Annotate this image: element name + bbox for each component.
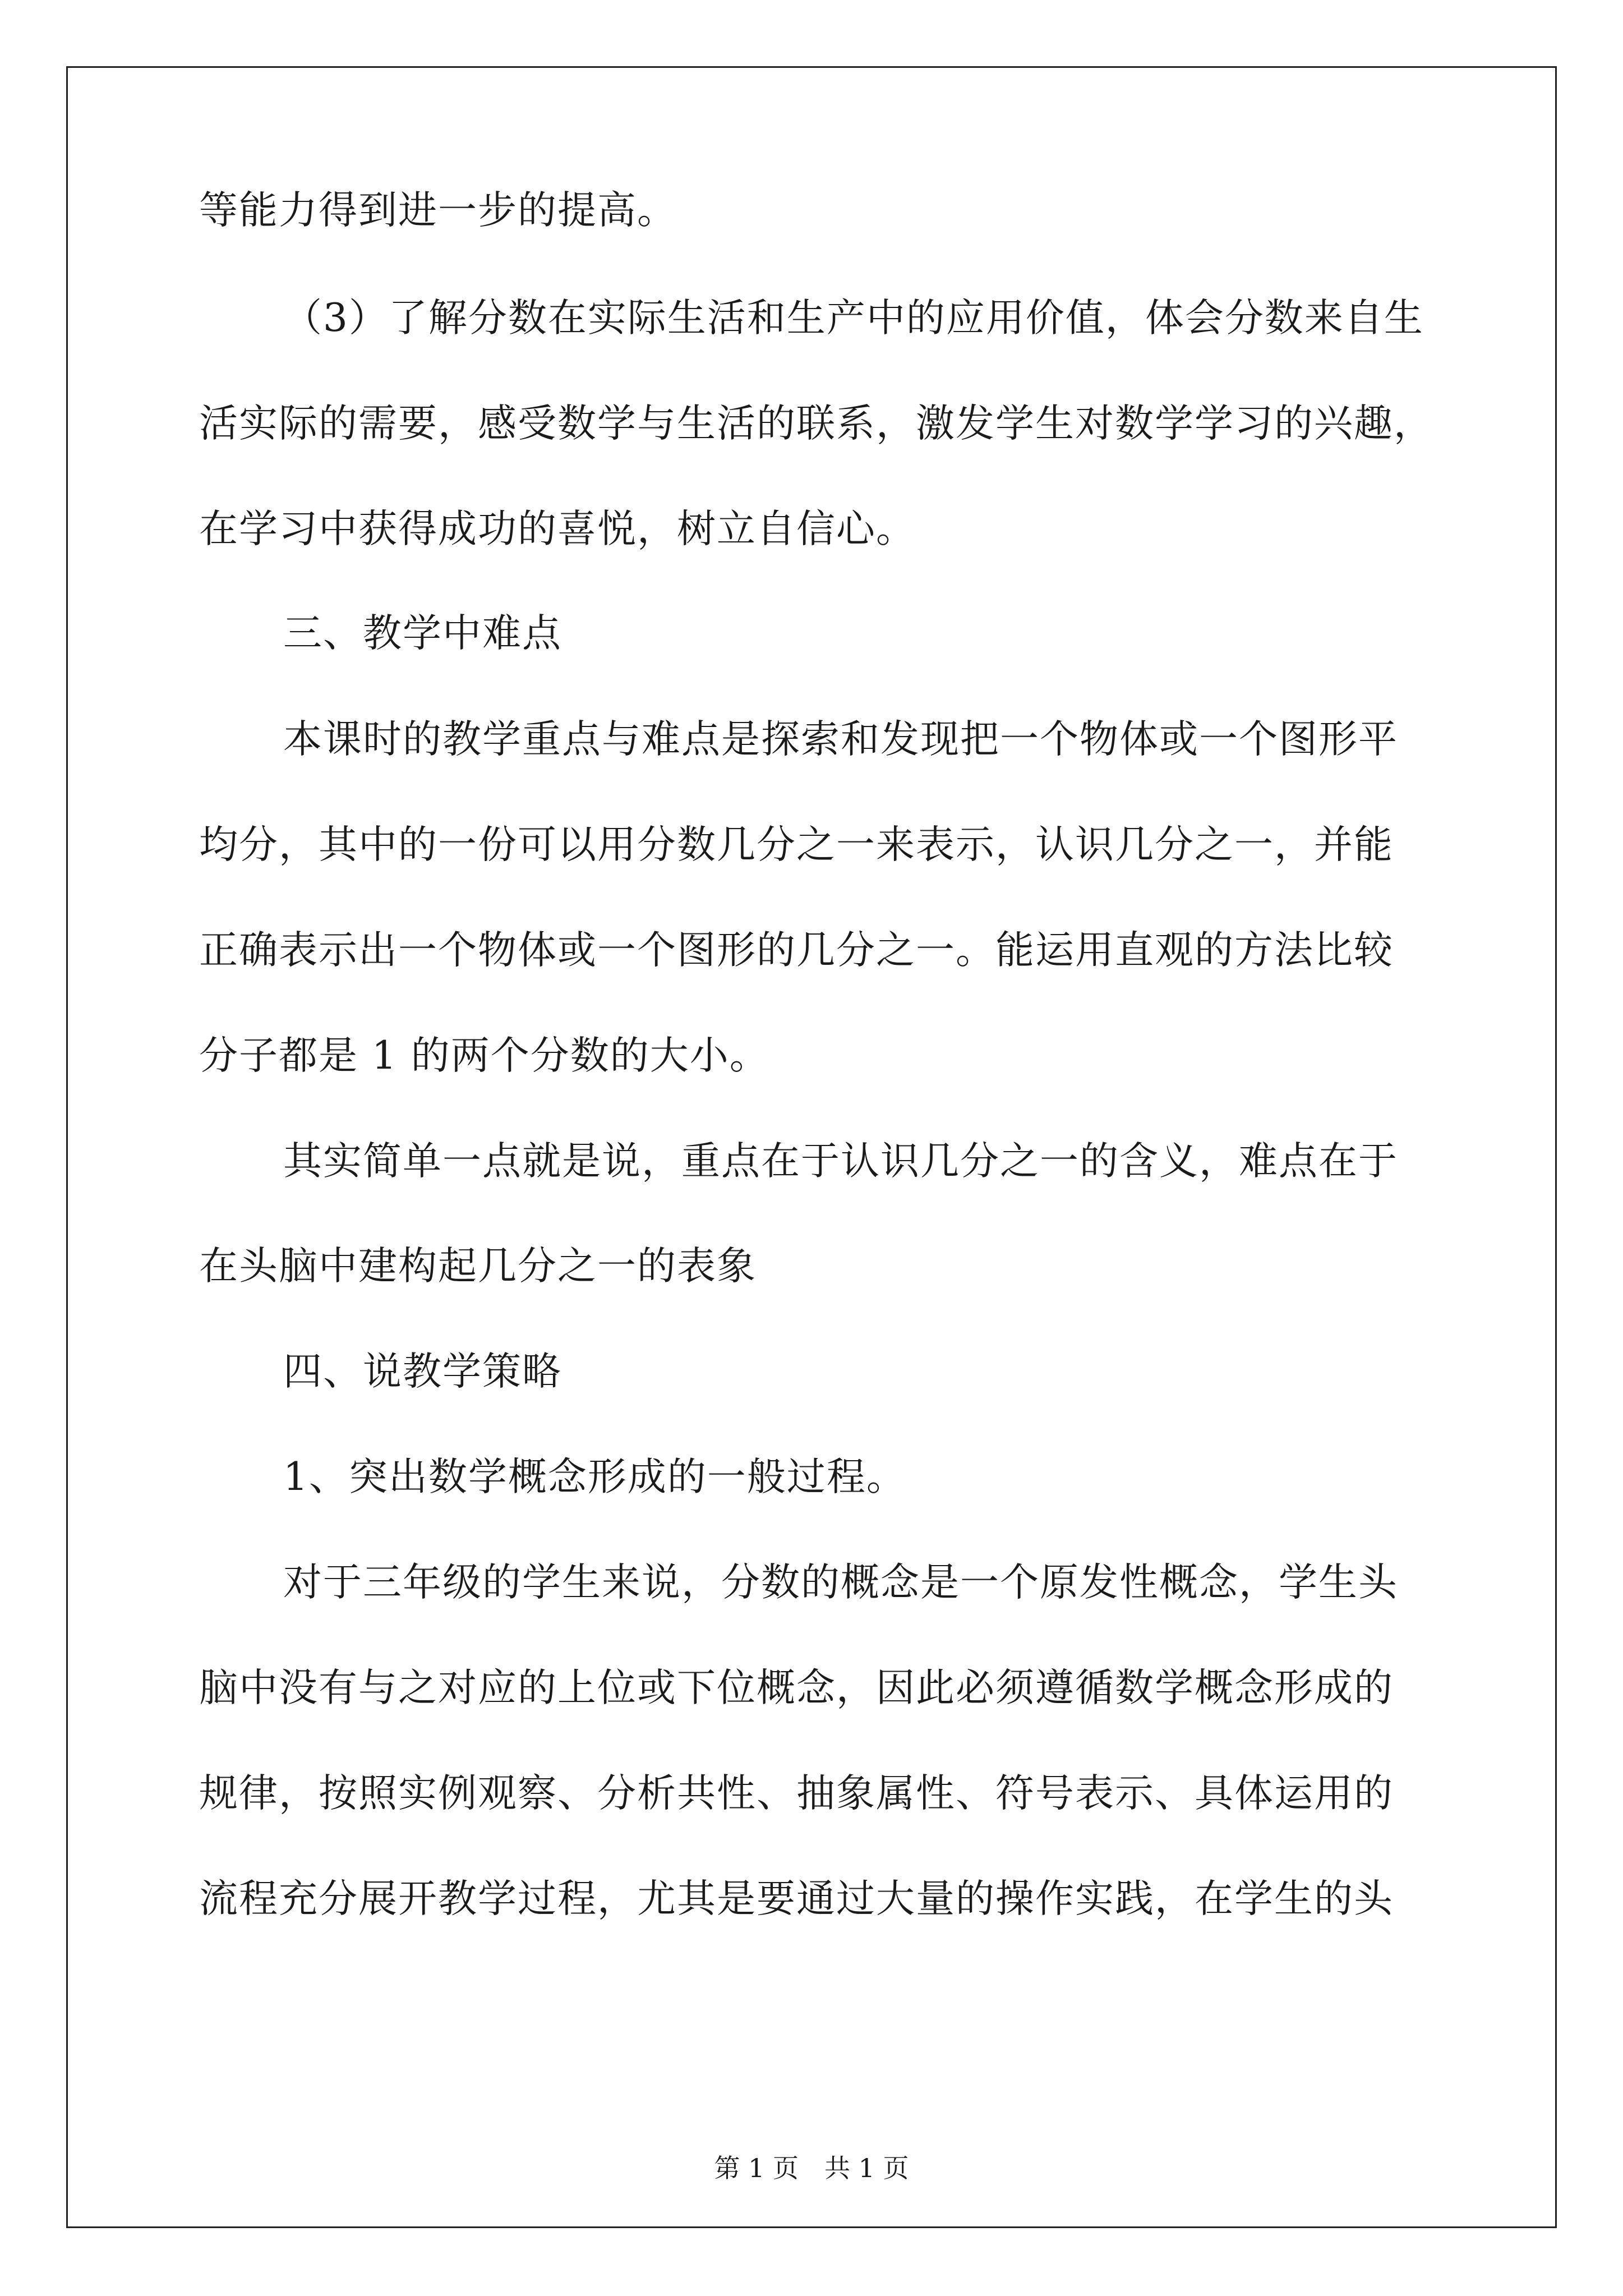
text-line: 脑中没有与之对应的上位或下位概念，因此必须遵循数学概念形成的 xyxy=(199,1665,1394,1710)
section-heading: 四、说教学策略 xyxy=(283,1349,562,1394)
text-line: （3）了解分数在实际生活和生产中的应用价值，体会分数来自生 xyxy=(283,296,1424,341)
text-line: 活实际的需要，感受数学与生活的联系，激发学生对数学学习的兴趣， xyxy=(199,401,1433,446)
text-line: 在头脑中建构起几分之一的表象 xyxy=(199,1244,757,1289)
text-line: 分子都是 1 的两个分数的大小。 xyxy=(199,1033,769,1078)
text-line: 其实简单一点就是说，重点在于认识几分之一的含义，难点在于 xyxy=(283,1139,1398,1184)
text-line: 1、突出数学概念形成的一般过程。 xyxy=(283,1455,906,1499)
text-line: 等能力得到进一步的提高。 xyxy=(199,188,677,233)
text-line: 规律，按照实例观察、分析共性、抽象属性、符号表示、具体运用的 xyxy=(199,1771,1394,1816)
text-line: 流程充分展开教学过程，尤其是要通过大量的操作实践，在学生的头 xyxy=(199,1876,1394,1921)
text-line: 对于三年级的学生来说，分数的概念是一个原发性概念，学生头 xyxy=(283,1560,1398,1605)
text-line: 本课时的教学重点与难点是探索和发现把一个物体或一个图形平 xyxy=(283,717,1398,762)
text-line: 正确表示出一个物体或一个图形的几分之一。能运用直观的方法比较 xyxy=(199,928,1394,973)
section-heading: 三、教学中难点 xyxy=(283,611,562,656)
text-line: 均分，其中的一份可以用分数几分之一来表示，认识几分之一，并能 xyxy=(199,822,1394,867)
text-line: 在学习中获得成功的喜悦，树立自信心。 xyxy=(199,507,916,551)
page-footer: 第 1 页 共 1 页 xyxy=(714,2153,909,2183)
